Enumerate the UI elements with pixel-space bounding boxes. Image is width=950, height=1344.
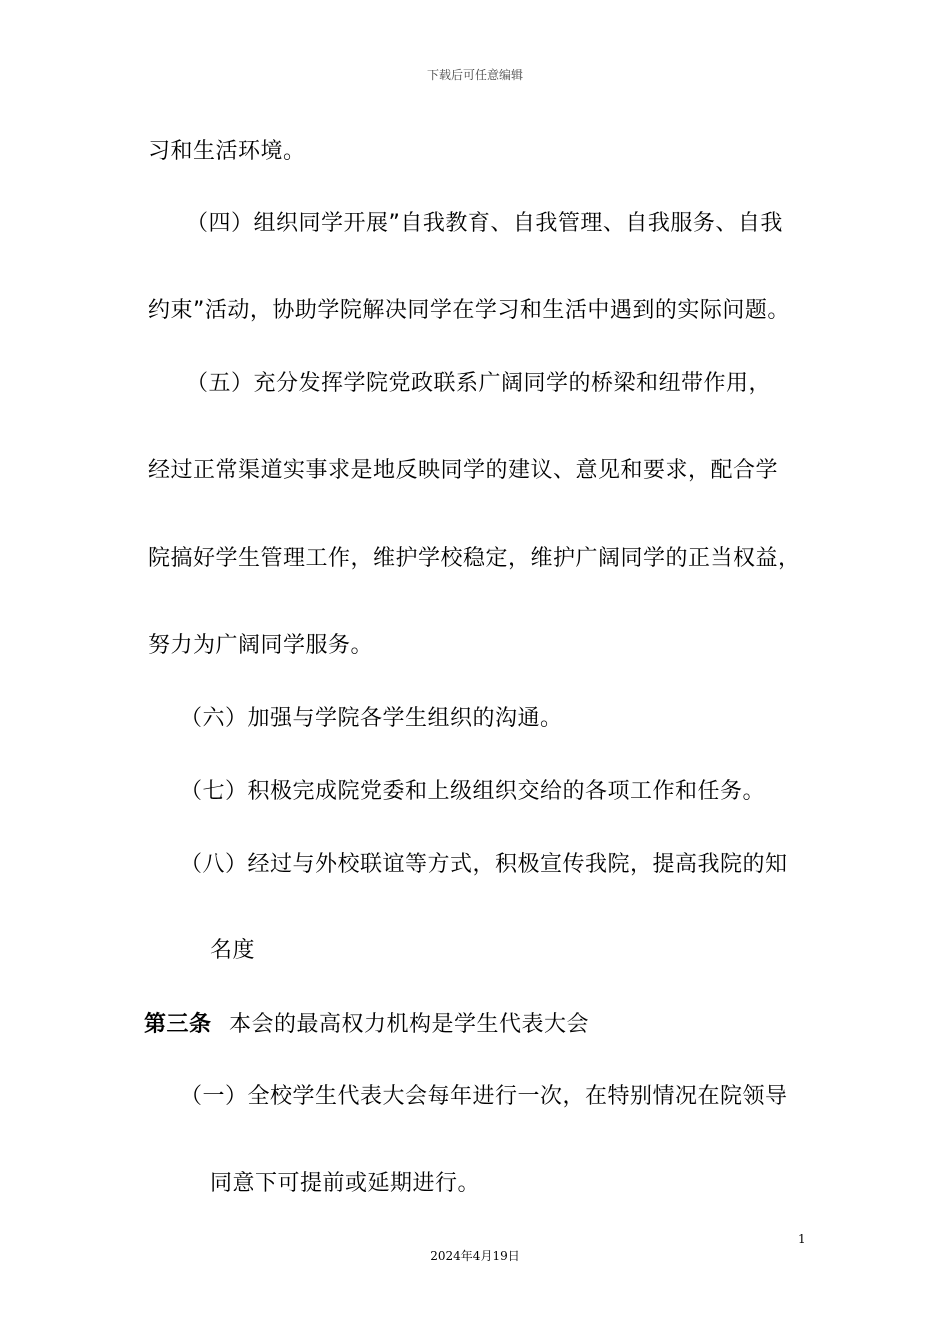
body-line: （四）组织同学开展”自我教育、自我管理、自我服务、自我 — [186, 211, 783, 236]
body-line: （一）全校学生代表大会每年进行一次，在特别情况在院领导 — [180, 1084, 788, 1109]
body-line: （六）加强与学院各学生组织的沟通。 — [180, 706, 563, 731]
page-header: 下载后可任意编辑 — [426, 68, 523, 82]
article-number: 第三条 — [144, 1012, 212, 1037]
body-line: （八）经过与外校联谊等方式，积极宣传我院，提高我院的知 — [180, 852, 788, 877]
body-line: 努力为广阔同学服务。 — [148, 633, 374, 658]
body-line: 习和生活环境。 — [148, 139, 306, 164]
body-line: 经过正常渠道实事求是地反映同学的建议、意见和要求，配合学 — [148, 458, 779, 483]
body-line: 院搞好学生管理工作，维护学校稳定，维护广阔同学的正当权益， — [148, 546, 801, 571]
article-heading — [144, 1011, 589, 1039]
body-line: 同意下可提前或延期进行。 — [210, 1171, 481, 1196]
footer-date: 2024年4月19日 — [430, 1249, 520, 1263]
body-line: （五）充分发挥学院党政联系广阔同学的桥梁和纽带作用， — [186, 371, 772, 396]
body-line: 约束”活动，协助学院解决同学在学习和生活中遇到的实际问题。 — [148, 298, 790, 323]
body-line: （七）积极完成院党委和上级组织交给的各项工作和任务。 — [180, 779, 766, 804]
body-line: 名度 — [210, 938, 256, 963]
article-text: 本会的最高权力机构是学生代表大会 — [229, 1012, 590, 1037]
page-number: 1 — [798, 1232, 806, 1246]
